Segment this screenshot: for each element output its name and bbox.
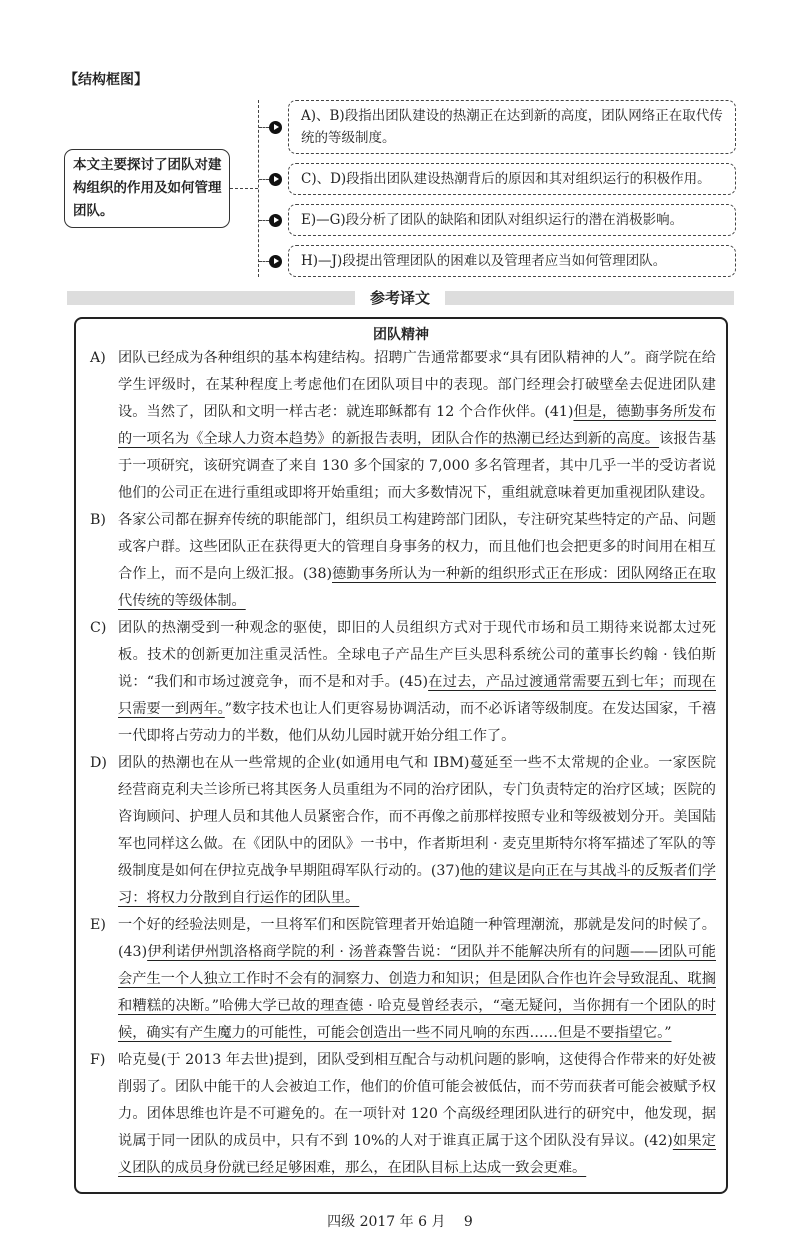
paragraph xyxy=(86,507,716,615)
main-point-box: 本文主要探讨了团队对建构组织的作用及如何管理团队。 xyxy=(64,149,230,228)
underlined-answer-text: 德勤事务所认为一种新的组织形式正在形成：团队网络正在取代传统的等级体制。 xyxy=(118,566,716,609)
paragraph-label: F) xyxy=(90,1052,106,1068)
branch-list xyxy=(258,100,736,277)
paragraph-text: 团队的热潮也在从一些常规的企业(如通用电气和 IBM)蔓延至一些不太常规的企业。一家医院经营商克利夫兰诊所已将其医务人员重组为不同的治疗团队，专门负责特定的治疗区域；医院的咨询顾问、护理人员和其他人员紧密合作，而不再像之前那样按照专业和等级被划分开。美国陆军也同样这么做。在《团队中的团队》一书中，作者斯坦利 · 麦克里斯特尔将军描述了军队的等级制度是如何在伊拉克战争早期阻碍军队行动的。(37) xyxy=(118,755,716,879)
paragraph-text: 团队已经成为各种组织的基本构建结构。招聘广告通常都要求“具有团队精神的人”。商学院在给学生评级时，在某种程度上考虑他们在团队项目中的表现。部门经理会打破壁垒去促进团队建设。当然了，团队和文明一样古老：就连耶稣都有 12 个合作伙伴。(41) xyxy=(118,350,716,420)
branch-row xyxy=(259,163,736,195)
paragraph xyxy=(86,912,716,1047)
underlined-answer-text: 他的建议是向正在与其战斗的反叛者们学习：将权力分散到自行运作的团队里。 xyxy=(118,863,716,906)
branch-box: E)—G)段分析了团队的缺陷和团队对组织运行的潜在消极影响。 xyxy=(288,204,736,236)
page-footer: 四级 2017 年 6 月 9 xyxy=(327,1214,473,1230)
arrow-right-icon xyxy=(269,255,282,268)
underlined-answer-text: 哈佛大学已故的理查德 · 哈克曼曾经表示，“毫无疑问，当你拥有一个团队的时候，确实有产生魔力的可能性，可能会创造出一些不同凡响的东西……但是不要指望它。” xyxy=(118,998,716,1041)
paragraph-text: 团队的热潮受到一种观念的驱使，即旧的人员组织方式对于现代市场和员工期待来说都太过死板。技术的创新更加注重灵活性。全球电子产品生产巨头思科系统公司的董事长约翰 · 钱伯斯说：“我们和市场过渡竞争，而不是和对手。(45) xyxy=(118,620,716,690)
connector-line xyxy=(259,261,269,262)
arrow-right-icon xyxy=(269,121,282,134)
connector-line xyxy=(259,220,269,221)
connector-line xyxy=(259,179,269,180)
section-divider xyxy=(67,287,734,309)
paragraph xyxy=(86,615,716,750)
paragraph-label: C) xyxy=(90,620,107,636)
paragraph-text: ”数字技术也让人们更容易协调活动，而不必诉诸等级制度。在发达国家，千禧一代即将占劳动力的半数，他们从幼儿园时就开始分组工作了。 xyxy=(118,701,716,744)
paragraph xyxy=(86,750,716,912)
paragraph-text: 该报告基于一项研究，该研究调查了来自 130 多个国家的 7,000 多名管理者，其中几乎一半的受访者说他们的公司正在进行重组或即将开始重组；而大多数情况下，重组就意味着更加重视团队建设。 xyxy=(118,431,716,501)
branch-box: C)、D)段指出团队建设热潮背后的原因和其对组织运行的积极作用。 xyxy=(288,163,736,195)
paragraph xyxy=(86,1047,716,1182)
paragraph-text: 哈克曼(于 2013 年去世)提到，团队受到相互配合与动机问题的影响，这使得合作带来的好处被削弱了。团队中能干的人会被迫工作，他们的价值可能会被低估，而不劳而获者可能会被赋予权力。团体思维也许是不可避免的。在一项针对 120 个高级经理团队进行的研究中，他发现，据说属于同一团队的成员中，只有不到 10%的人对于谁真正属于这个团队没有异议。(42) xyxy=(118,1052,716,1149)
paragraph-text: 一个好的经验法则是，一旦将军们和医院管理者开始追随一种管理潮流，那就是发问的时候了。(43) xyxy=(118,917,716,960)
branch-row xyxy=(259,100,736,154)
underlined-answer-text: 伊利诺伊州凯洛格商学院的利 · 汤普森警告说：“团队并不能解决所有的问题——团队可能会产生一个人独立工作时不会有的洞察力、创造力和知识；但是团队合作也许会导致混乱、耽搁和糟糕的决断。” xyxy=(118,944,716,1014)
paragraph-label: E) xyxy=(90,917,106,933)
paragraph-label: D) xyxy=(90,755,107,771)
translation-heading: 参考译文 xyxy=(355,287,445,309)
structure-heading: 【结构框图】 xyxy=(64,72,148,88)
branch-box: A)、B)段指出团队建设的热潮正在达到新的高度，团队网络正在取代传统的等级制度。 xyxy=(288,100,736,154)
paragraph-text: 各家公司都在摒弃传统的职能部门，组织员工构建跨部门团队，专注研究某些特定的产品、问题或客户群。这些团队正在获得更大的管理自身事务的权力，而且他们也会把更多的时间用在相互合作上，而不是向上级汇报。(38) xyxy=(118,512,716,582)
arrow-right-icon xyxy=(269,214,282,227)
arrow-right-icon xyxy=(269,173,282,186)
underlined-answer-text: 如果定义团队的成员身份就已经足够困难，那么，在团队目标上达成一致会更难。 xyxy=(118,1133,716,1176)
branch-row xyxy=(259,245,736,277)
lower-section xyxy=(0,287,800,1252)
underlined-answer-text: 在过去，产品过渡通常需要五到七年；而现在只需要一到两年。 xyxy=(118,674,716,717)
connector-line xyxy=(230,188,258,189)
structure-diagram xyxy=(64,100,736,277)
paragraph-label: B) xyxy=(90,512,106,528)
article-body xyxy=(86,345,716,1182)
paragraph xyxy=(86,345,716,507)
branch-row xyxy=(259,204,736,236)
article-title: 团队精神 xyxy=(373,327,429,343)
underlined-answer-text: 但是，德勤事务所发布的一项名为《全球人力资本趋势》的新报告表明，团队合作的热潮已经达到新的高度。 xyxy=(118,404,716,447)
branch-box: H)—J)段提出管理团队的困难以及管理者应当如何管理团队。 xyxy=(288,245,736,277)
connector-line xyxy=(259,127,269,128)
article-box xyxy=(74,317,728,1194)
paragraph-label: A) xyxy=(90,350,106,366)
